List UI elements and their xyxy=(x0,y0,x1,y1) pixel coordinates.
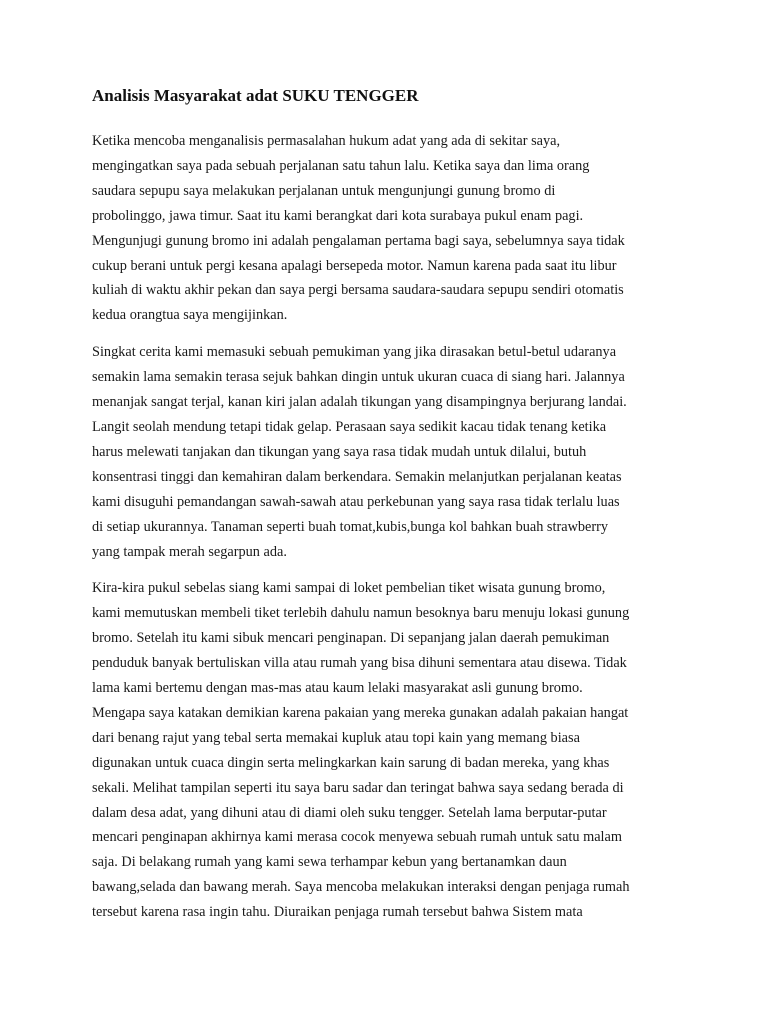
paragraph-line: cukup berani untuk pergi kesana apalagi bersepeda motor. Namun karena pada saat itu libur xyxy=(92,257,617,274)
paragraph-line: tersebut karena rasa ingin tahu. Diuraikan penjaga rumah tersebut bahwa Sistem mata xyxy=(92,904,583,921)
paragraph-line: dalam desa adat, yang dihuni atau di diami oleh suku tengger. Setelah lama berputar-putar xyxy=(92,804,607,821)
paragraph-line: Mengapa saya katakan demikian karena pakaian yang mereka gunakan adalah pakaian hangat xyxy=(92,704,629,721)
paragraph-line: menanjak sangat terjal, kanan kiri jalan adalah tikungan yang disampingnya berjurang landai. xyxy=(92,394,627,411)
paragraph-line: digunakan untuk cuaca dingin serta melingkarkan kain sarung di badan mereka, yang khas xyxy=(92,754,610,771)
paragraph-line: kuliah di waktu akhir pekan dan saya pergi bersama saudara-saudara sepupu sendiri otomatis xyxy=(92,282,624,299)
paragraph-line: konsentrasi tinggi dan kemahiran dalam berkendara. Semakin melanjutkan perjalanan keatas xyxy=(92,468,622,485)
paragraph-line: bromo. Setelah itu kami sibuk mencari penginapan. Di sepanjang jalan daerah pemukiman xyxy=(92,630,610,647)
paragraph-line: saudara sepupu saya melakukan perjalanan untuk mengunjungi gunung bromo di xyxy=(92,182,556,199)
paragraph-line: mengingatkan saya pada sebuah perjalanan satu tahun lalu. Ketika saya dan lima orang xyxy=(92,157,590,174)
paragraph-line: Langit seolah mendung tetapi tidak gelap. Perasaan saya sedikit kacau tidak tenang ketika xyxy=(92,418,607,435)
paragraph-line: kami memutuskan membeli tiket terlebih dahulu namun besoknya baru menuju lokasi gunung xyxy=(92,605,630,622)
paragraph-line: Singkat cerita kami memasuki sebuah pemukiman yang jika dirasakan betul-betul udaranya xyxy=(92,344,617,361)
paragraph-line: yang tampak merah segarpun ada. xyxy=(92,543,287,560)
document-body xyxy=(92,129,688,925)
paragraph-line: penduduk banyak bertuliskan villa atau rumah yang bisa dihuni sementara atau disewa. Tidak xyxy=(92,655,627,672)
paragraph-line: mencari penginapan akhirnya kami merasa cocok menyewa sebuah rumah untuk satu malam xyxy=(92,829,622,846)
paragraph-line: di setiap ukurannya. Tanaman seperti buah tomat,kubis,bunga kol bahkan buah strawberry xyxy=(92,518,609,535)
paragraph-line: sekali. Melihat tampilan seperti itu saya baru sadar dan teringat bahwa saya sedang berada di xyxy=(92,779,624,796)
paragraph-line: dari benang rajut yang tebal serta memakai kupluk atau topi kain yang memang biasa xyxy=(92,729,580,746)
paragraph-line: Mengunjugi gunung bromo ini adalah pengalaman pertama bagi saya, sebelumnya saya tidak xyxy=(92,232,625,249)
paragraph-line: bawang,selada dan bawang merah. Saya mencoba melakukan interaksi dengan penjaga rumah xyxy=(92,879,630,896)
paragraph-line: kedua orangtua saya mengijinkan. xyxy=(92,307,288,324)
paragraph xyxy=(92,129,688,328)
document-title: Analisis Masyarakat adat SUKU TENGGER xyxy=(92,86,419,105)
paragraph-line: probolinggo, jawa timur. Saat itu kami berangkat dari kota surabaya pukul enam pagi. xyxy=(92,207,584,224)
document-page xyxy=(92,84,688,937)
paragraph-line: lama kami bertemu dengan mas-mas atau kaum lelaki masyarakat asli gunung bromo. xyxy=(92,680,583,697)
paragraph-line: semakin lama semakin terasa sejuk bahkan dingin untuk ukuran cuaca di siang hari. Jalannya xyxy=(92,369,625,386)
paragraph xyxy=(92,576,688,925)
paragraph-line: Ketika mencoba menganalisis permasalahan hukum adat yang ada di sekitar saya, xyxy=(92,133,561,149)
paragraph-line: kami disuguhi pemandangan sawah-sawah atau perkebunan yang saya rasa tidak terlalu luas xyxy=(92,493,620,510)
paragraph-line: Kira-kira pukul sebelas siang kami sampai di loket pembelian tiket wisata gunung bromo, xyxy=(92,580,606,597)
paragraph-line: saja. Di belakang rumah yang kami sewa terhampar kebun yang bertanamkan daun xyxy=(92,854,567,871)
paragraph xyxy=(92,340,688,564)
paragraph-line: harus melewati tanjakan dan tikungan yang saya rasa tidak mudah untuk dilalui, butuh xyxy=(92,443,587,460)
